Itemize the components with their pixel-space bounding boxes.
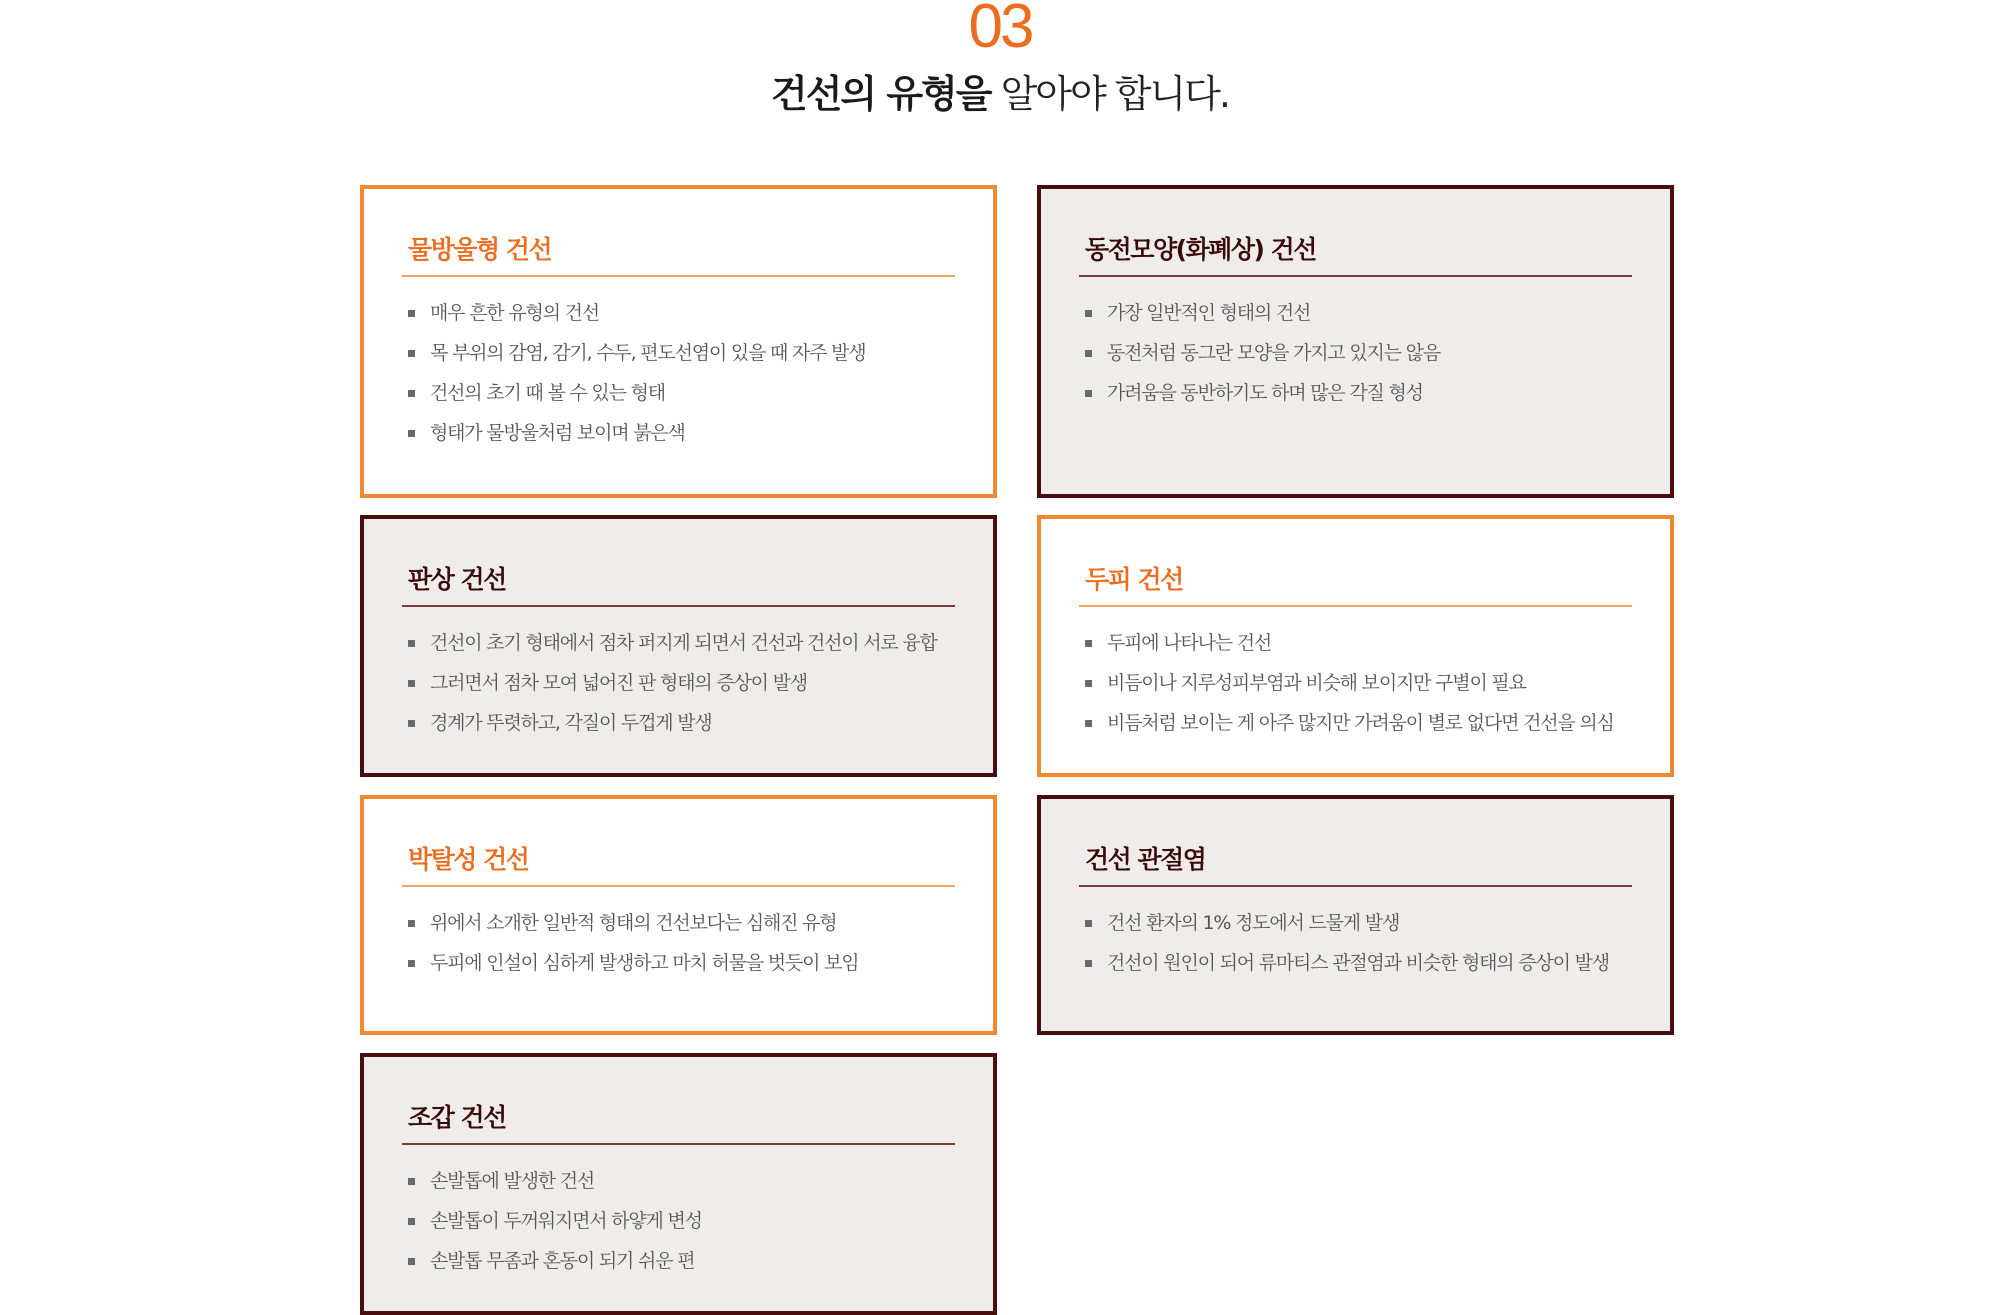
psoriasis-type-card-nummular bbox=[1037, 185, 1674, 498]
step-number: 03 bbox=[968, 0, 1032, 61]
psoriasis-type-card-exfoliative bbox=[360, 795, 997, 1035]
square-bullet-icon bbox=[1085, 680, 1092, 687]
list-item: 가장 일반적인 형태의 건선 bbox=[1085, 293, 1650, 333]
square-bullet-icon bbox=[408, 680, 415, 687]
card-item-list bbox=[1085, 903, 1650, 983]
square-bullet-icon bbox=[408, 920, 415, 927]
square-bullet-icon bbox=[408, 350, 415, 357]
list-item: 건선의 초기 때 볼 수 있는 형태 bbox=[408, 373, 973, 413]
list-item: 동전처럼 동그란 모양을 가지고 있지는 않음 bbox=[1085, 333, 1650, 373]
square-bullet-icon bbox=[1085, 920, 1092, 927]
square-bullet-icon bbox=[408, 390, 415, 397]
card-item-list bbox=[408, 903, 973, 983]
list-item: 건선이 원인이 되어 류마티스 관절염과 비슷한 형태의 증상이 발생 bbox=[1085, 943, 1650, 983]
list-item: 위에서 소개한 일반적 형태의 건선보다는 심해진 유형 bbox=[408, 903, 973, 943]
list-item: 비듬이나 지루성피부염과 비슷해 보이지만 구별이 필요 bbox=[1085, 663, 1650, 703]
square-bullet-icon bbox=[408, 1178, 415, 1185]
section-title-rest: 알아야 합니다. bbox=[990, 72, 1229, 116]
square-bullet-icon bbox=[1085, 310, 1092, 317]
card-item-list bbox=[1085, 293, 1650, 413]
section-title-bold: 건선의 유형을 bbox=[771, 72, 991, 116]
psoriasis-type-card-arthritis bbox=[1037, 795, 1674, 1035]
card-title: 건선 관절염 bbox=[1079, 845, 1632, 887]
card-title: 조갑 건선 bbox=[402, 1103, 955, 1145]
list-item: 두피에 인설이 심하게 발생하고 마치 허물을 벗듯이 보임 bbox=[408, 943, 973, 983]
card-title: 물방울형 건선 bbox=[402, 235, 955, 277]
list-item: 매우 흔한 유형의 건선 bbox=[408, 293, 973, 333]
card-item-list bbox=[408, 623, 973, 743]
list-item: 손발톱이 두꺼워지면서 하얗게 변성 bbox=[408, 1201, 973, 1241]
square-bullet-icon bbox=[1085, 720, 1092, 727]
list-item: 형태가 물방울처럼 보이며 붉은색 bbox=[408, 413, 973, 453]
square-bullet-icon bbox=[408, 1218, 415, 1225]
square-bullet-icon bbox=[1085, 390, 1092, 397]
list-item: 그러면서 점차 모여 넓어진 판 형태의 증상이 발생 bbox=[408, 663, 973, 703]
section-title bbox=[0, 72, 2000, 116]
list-item: 경계가 뚜렷하고, 각질이 두껍게 발생 bbox=[408, 703, 973, 743]
square-bullet-icon bbox=[408, 960, 415, 967]
list-item: 목 부위의 감염, 감기, 수두, 편도선염이 있을 때 자주 발생 bbox=[408, 333, 973, 373]
list-item: 손발톱 무좀과 혼동이 되기 쉬운 편 bbox=[408, 1241, 973, 1281]
psoriasis-type-card-plaque bbox=[360, 515, 997, 777]
card-title: 판상 건선 bbox=[402, 565, 955, 607]
list-item: 가려움을 동반하기도 하며 많은 각질 형성 bbox=[1085, 373, 1650, 413]
square-bullet-icon bbox=[1085, 350, 1092, 357]
psoriasis-type-card-guttate bbox=[360, 185, 997, 498]
square-bullet-icon bbox=[408, 310, 415, 317]
square-bullet-icon bbox=[1085, 960, 1092, 967]
list-item: 비듬처럼 보이는 게 아주 많지만 가려움이 별로 없다면 건선을 의심 bbox=[1085, 703, 1650, 743]
list-item: 건선이 초기 형태에서 점차 퍼지게 되면서 건선과 건선이 서로 융합 bbox=[408, 623, 973, 663]
psoriasis-type-card-scalp bbox=[1037, 515, 1674, 777]
card-title: 두피 건선 bbox=[1079, 565, 1632, 607]
square-bullet-icon bbox=[408, 720, 415, 727]
card-item-list bbox=[408, 1161, 973, 1281]
list-item: 건선 환자의 1% 정도에서 드물게 발생 bbox=[1085, 903, 1650, 943]
square-bullet-icon bbox=[1085, 640, 1092, 647]
square-bullet-icon bbox=[408, 640, 415, 647]
psoriasis-type-card-nail bbox=[360, 1053, 997, 1315]
list-item: 두피에 나타나는 건선 bbox=[1085, 623, 1650, 663]
card-title: 박탈성 건선 bbox=[402, 845, 955, 887]
card-item-list bbox=[408, 293, 973, 453]
card-item-list bbox=[1085, 623, 1650, 743]
square-bullet-icon bbox=[408, 430, 415, 437]
card-title: 동전모양(화폐상) 건선 bbox=[1079, 235, 1632, 277]
list-item: 손발톱에 발생한 건선 bbox=[408, 1161, 973, 1201]
square-bullet-icon bbox=[408, 1258, 415, 1265]
